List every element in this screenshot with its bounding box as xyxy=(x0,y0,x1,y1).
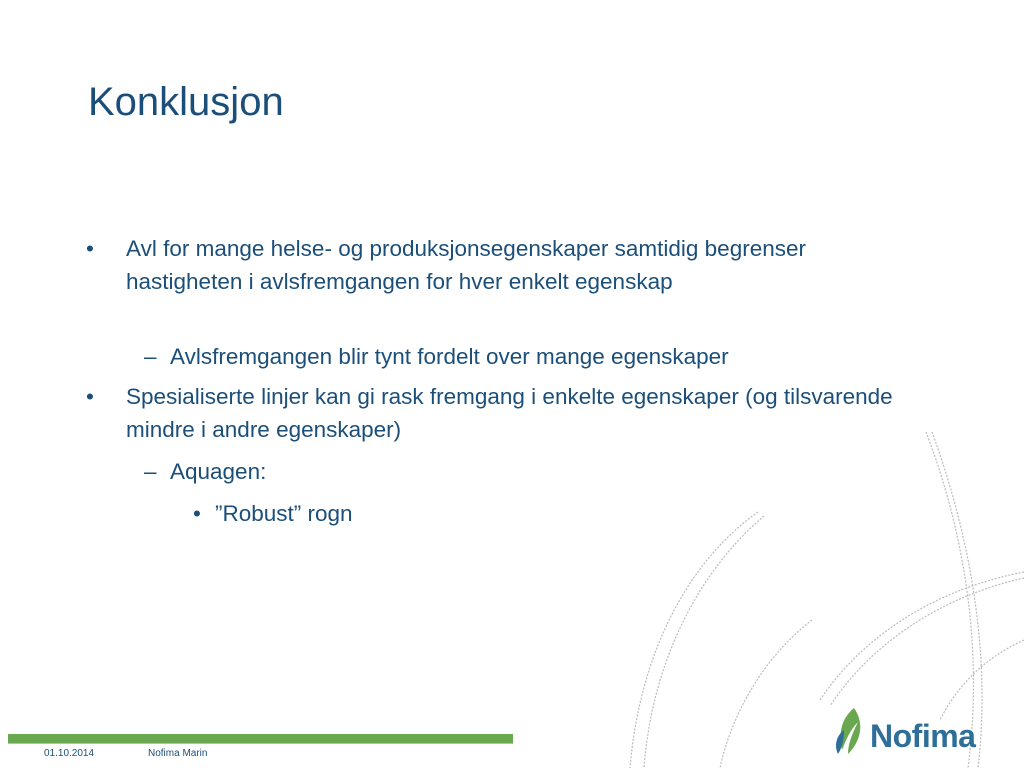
sub-item-1: Avlsfremgangen blir tynt fordelt over mange egenskaper xyxy=(170,344,729,369)
bullet-marker: • xyxy=(86,384,94,409)
footer-bar xyxy=(8,734,513,743)
bullet-marker: • xyxy=(86,236,94,261)
bullet-item-1: Avl for mange helse- og produksjonsegenskaper samtidig begrenser hastigheten i avlsfremgangen for hver enkelt egenskap xyxy=(126,236,806,294)
sub-item-2: Aquagen: xyxy=(170,459,267,484)
sub-sub-item-1: ”Robust” rogn xyxy=(215,501,353,526)
dash-marker: – xyxy=(144,344,157,369)
dash-marker: – xyxy=(144,459,157,484)
slide-title: Konklusjon xyxy=(88,80,284,124)
footer-organization: Nofima Marin xyxy=(148,748,208,759)
bullet-marker: • xyxy=(193,501,201,526)
footer-divider xyxy=(8,743,513,744)
bullet-item-2: Spesialiserte linjer kan gi rask fremgang i enkelte egenskaper (og tilsvarende mindre i andre egenskaper) xyxy=(126,384,893,442)
logo-wordmark: Nofima xyxy=(870,718,976,754)
footer-date: 01.10.2014 xyxy=(44,748,95,759)
